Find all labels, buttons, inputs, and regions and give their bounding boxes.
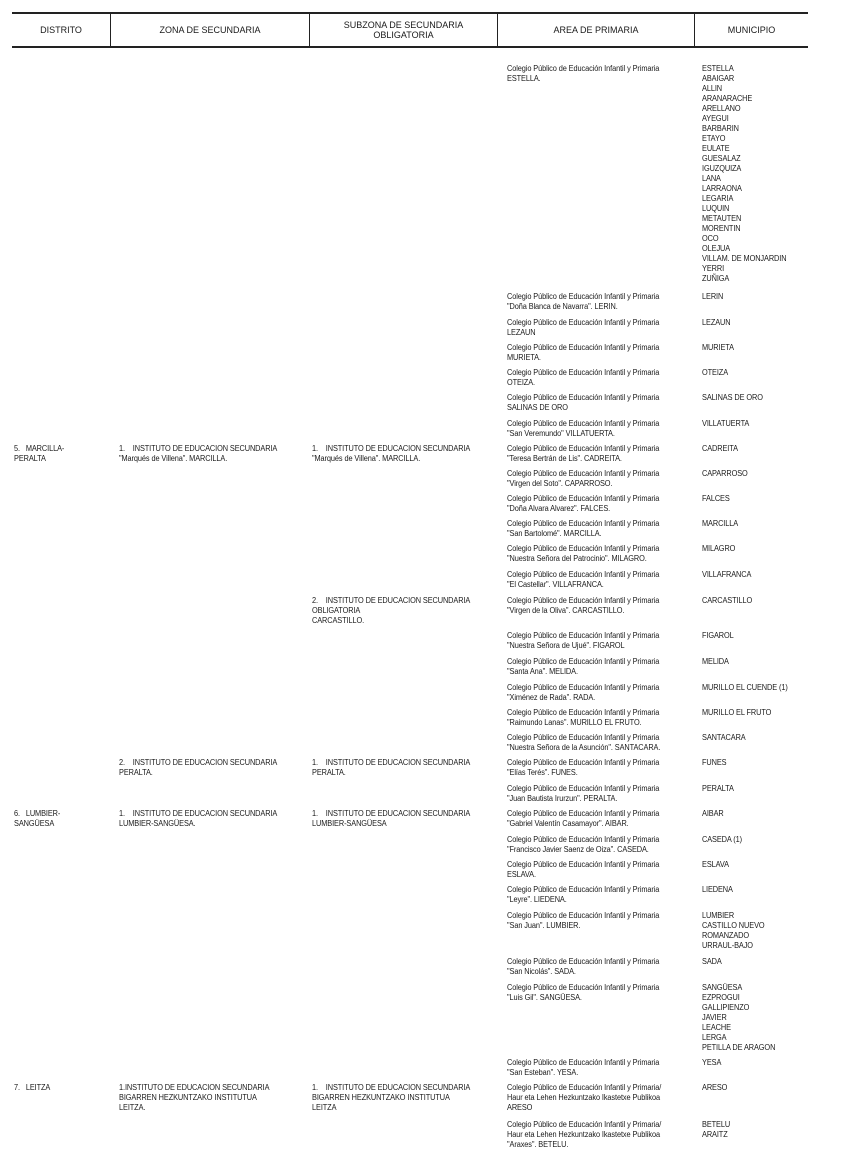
table-header [12, 12, 808, 48]
row-7-area: Colegio Público de Educación Infantil y Primaria "Teresa Bertrán de Lis". CADREITA. [507, 444, 660, 463]
row-25-municipio: LUMBIER CASTILLO NUEVO ROMANZADO URRAUL-BAJO [702, 911, 765, 950]
row-3-area: Colegio Público de Educación Infantil y Primaria MURIETA. [507, 343, 660, 362]
row-28-municipio: YESA [702, 1058, 722, 1067]
row-4-area: Colegio Público de Educación Infantil y Primaria OTEIZA. [507, 368, 660, 387]
row-13-municipio: CARCASTILLO [702, 596, 753, 605]
row-14-area: Colegio Público de Educación Infantil y Primaria "Nuestra Señora de Ujué". FIGAROL [507, 631, 660, 650]
row-16-municipio: MURILLO EL CUENDE (1) [702, 683, 788, 692]
row-18-municipio: SANTACARA [702, 733, 746, 742]
row-2-area: Colegio Público de Educación Infantil y Primaria LEZAUN [507, 318, 660, 337]
row-0-area: Colegio Público de Educación Infantil y Primaria ESTELLA. [507, 64, 660, 83]
row-7-distrito: 5. MARCILLA- PERALTA [14, 444, 65, 463]
row-24-area: Colegio Público de Educación Infantil y Primaria "Leyre". LIEDENA. [507, 885, 660, 904]
row-26-municipio: SADA [702, 957, 722, 966]
row-12-area: Colegio Público de Educación Infantil y Primaria "El Castellar". VILLAFRANCA. [507, 570, 660, 589]
row-29-subzona: 1. INSTITUTO DE EDUCACION SECUNDARIA BIGARREN HEZKUNTZAKO INSTITUTUA LEITZA [312, 1083, 471, 1112]
header-subzona: SUBZONA DE SECUNDARIA OBLIGATORIA [309, 14, 497, 46]
header-zona: ZONA DE SECUNDARIA [110, 14, 309, 46]
row-4-municipio: OTEIZA [702, 368, 729, 377]
row-15-municipio: MELIDA [702, 657, 729, 666]
row-5-municipio: SALINAS DE ORO [702, 393, 763, 402]
row-6-area: Colegio Público de Educación Infantil y Primaria "San Veremundo" VILLATUERTA. [507, 419, 660, 438]
row-30-municipio: BETELU ARAITZ [702, 1120, 731, 1139]
row-7-zona: 1. INSTITUTO DE EDUCACION SECUNDARIA "Marqués de Villena". MARCILLA. [119, 444, 278, 463]
row-20-area: Colegio Público de Educación Infantil y Primaria "Juan Bautista Irurzun". PERALTA. [507, 784, 660, 803]
row-17-area: Colegio Público de Educación Infantil y Primaria "Raimundo Lanas". MURILLO EL FRUTO. [507, 708, 660, 727]
row-30-area: Colegio Público de Educación Infantil y Primaria/ Haur eta Lehen Hezkuntzako Ikastetxe Publikoa "Araxes". BETELU. [507, 1120, 662, 1149]
row-23-municipio: ESLAVA [702, 860, 729, 869]
document-page [12, 0, 808, 1170]
row-24-municipio: LIEDENA [702, 885, 733, 894]
row-21-municipio: AIBAR [702, 809, 724, 818]
row-5-area: Colegio Público de Educación Infantil y Primaria SALINAS DE ORO [507, 393, 660, 412]
row-0-municipio: ESTELLA ABAIGAR ALLIN ARANARACHE ARELLANO AYEGUI BARBARIN ETAYO EULATE GUESALAZ IGUZQUIZA LANA LARRAONA LEGARIA LUQUIN METAUTEN MORENTIN OCO OLEJUA VILLAM. DE MONJARDIN YERRI ZUÑIGA [702, 64, 787, 283]
row-3-municipio: MURIETA [702, 343, 734, 352]
row-26-area: Colegio Público de Educación Infantil y Primaria "San Nicolás". SADA. [507, 957, 660, 976]
header-municipio: MUNICIPIO [694, 14, 808, 46]
row-29-area: Colegio Público de Educación Infantil y Primaria/ Haur eta Lehen Hezkuntzako Ikastetxe Publikoa ARESO [507, 1083, 662, 1112]
row-21-zona: 1. INSTITUTO DE EDUCACION SECUNDARIA LUMBIER-SANGÜESA. [119, 809, 278, 828]
row-29-zona: 1.INSTITUTO DE EDUCACION SECUNDARIA BIGARREN HEZKUNTZAKO INSTITUTUA LEITZA. [119, 1083, 270, 1112]
row-25-area: Colegio Público de Educación Infantil y Primaria "San Juan". LUMBIER. [507, 911, 660, 930]
row-1-municipio: LERIN [702, 292, 724, 301]
row-22-municipio: CASEDA (1) [702, 835, 742, 844]
row-8-area: Colegio Público de Educación Infantil y Primaria "Virgen del Soto". CAPARROSO. [507, 469, 660, 488]
row-21-area: Colegio Público de Educación Infantil y Primaria "Gabriel Valentín Casamayor". AIBAR. [507, 809, 660, 828]
row-27-area: Colegio Público de Educación Infantil y Primaria "Luis Gil". SANGÜESA. [507, 983, 660, 1002]
row-17-municipio: MURILLO EL FRUTO [702, 708, 772, 717]
row-2-municipio: LEZAUN [702, 318, 731, 327]
row-12-municipio: VILLAFRANCA [702, 570, 752, 579]
row-11-area: Colegio Público de Educación Infantil y Primaria "Nuestra Señora del Patrocinio". MILAGRO. [507, 544, 660, 563]
row-13-area: Colegio Público de Educación Infantil y Primaria "Virgen de la Oliva". CARCASTILLO. [507, 596, 660, 615]
row-22-area: Colegio Público de Educación Infantil y Primaria "Francisco Javier Saenz de Oiza". CASEDA. [507, 835, 660, 854]
row-19-area: Colegio Público de Educación Infantil y Primaria "Elías Terés". FUNES. [507, 758, 660, 777]
row-1-area: Colegio Público de Educación Infantil y Primaria "Doña Blanca de Navarra". LERIN. [507, 292, 660, 311]
row-10-municipio: MARCILLA [702, 519, 739, 528]
row-15-area: Colegio Público de Educación Infantil y Primaria "Santa Ana". MELIDA. [507, 657, 660, 676]
row-23-area: Colegio Público de Educación Infantil y Primaria ESLAVA. [507, 860, 660, 879]
header-distrito: DISTRITO [40, 24, 82, 35]
row-19-subzona: 1. INSTITUTO DE EDUCACION SECUNDARIA PERALTA. [312, 758, 471, 777]
row-9-area: Colegio Público de Educación Infantil y Primaria "Doña Alvara Alvarez". FALCES. [507, 494, 660, 513]
row-21-distrito: 6. LUMBIER- SANGÜESA [14, 809, 61, 828]
row-19-municipio: FUNES [702, 758, 727, 767]
row-6-municipio: VILLATUERTA [702, 419, 750, 428]
row-8-municipio: CAPARROSO [702, 469, 748, 478]
row-9-municipio: FALCES [702, 494, 730, 503]
row-20-municipio: PERALTA [702, 784, 734, 793]
row-13-subzona: 2. INSTITUTO DE EDUCACION SECUNDARIA OBLIGATORIA CARCASTILLO. [312, 596, 471, 625]
row-14-municipio: FIGAROL [702, 631, 734, 640]
row-16-area: Colegio Público de Educación Infantil y Primaria "Ximénez de Rada". RADA. [507, 683, 660, 702]
row-28-area: Colegio Público de Educación Infantil y Primaria "San Esteban". YESA. [507, 1058, 660, 1077]
row-19-zona: 2. INSTITUTO DE EDUCACION SECUNDARIA PERALTA. [119, 758, 278, 777]
row-10-area: Colegio Público de Educación Infantil y Primaria "San Bartolomé". MARCILLA. [507, 519, 660, 538]
row-27-municipio: SANGÜESA EZPROGUI GALLIPIENZO JAVIER LEACHE LERGA PETILLA DE ARAGON [702, 983, 776, 1052]
row-18-area: Colegio Público de Educación Infantil y Primaria "Nuestra Señora de la Asunción". SANTACARA. [507, 733, 661, 752]
row-11-municipio: MILAGRO [702, 544, 736, 553]
row-21-subzona: 1. INSTITUTO DE EDUCACION SECUNDARIA LUMBIER-SANGÜESA [312, 809, 471, 828]
row-29-distrito: 7. LEITZA [14, 1083, 51, 1092]
row-7-municipio: CADREITA [702, 444, 738, 453]
row-7-subzona: 1. INSTITUTO DE EDUCACION SECUNDARIA "Marqués de Villena". MARCILLA. [312, 444, 471, 463]
header-area: AREA DE PRIMARIA [497, 14, 694, 46]
row-29-municipio: ARESO [702, 1083, 728, 1092]
